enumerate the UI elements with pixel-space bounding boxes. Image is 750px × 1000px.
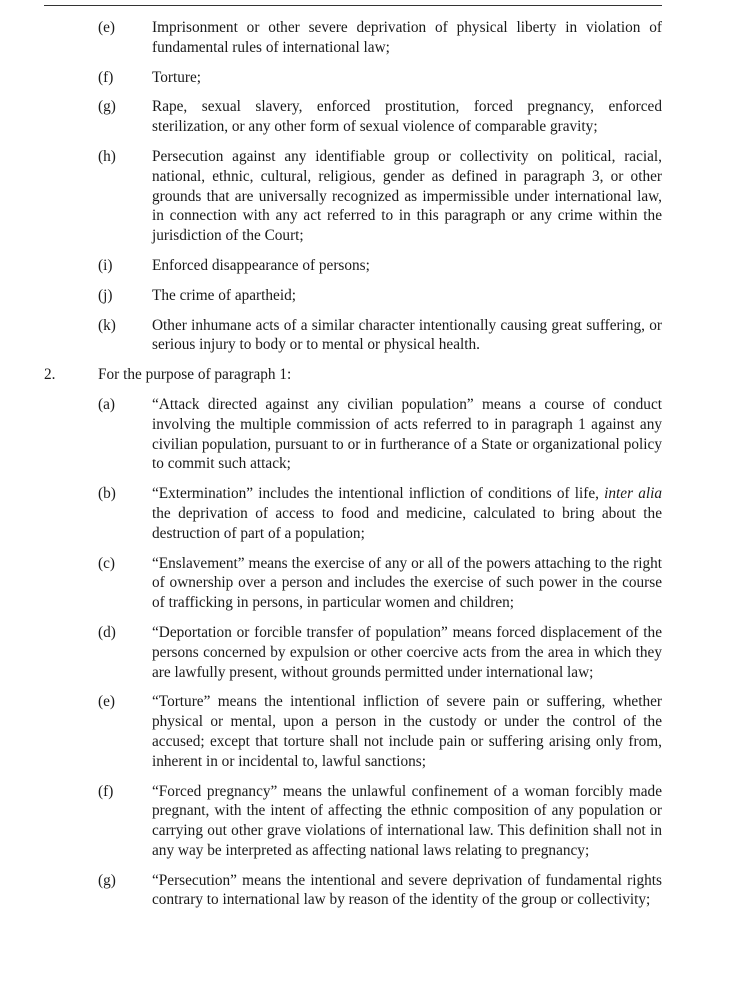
italic-term: inter alia xyxy=(604,485,662,503)
definition-item xyxy=(98,484,662,543)
item-label: (e) xyxy=(98,693,115,711)
item-label: (c) xyxy=(98,554,115,572)
item-text: “Attack directed against any civilian population” means a course of conduct involving the multiple commission of acts referred to in paragraph 1 against any civilian population, pursuant to or in furtherance of a State or organizational policy to commit such attack; xyxy=(152,395,662,473)
definition-item xyxy=(98,395,662,474)
paragraph-text: For the purpose of paragraph 1: xyxy=(98,366,292,384)
list-item xyxy=(98,316,662,356)
item-label: (h) xyxy=(98,147,116,165)
item-label: (f) xyxy=(98,782,114,800)
item-text: “Torture” means the intentional infliction of severe pain or suffering, whether physical or mental, upon a person in the custody or under the control of the accused; except that torture shall not include pain or suffering arising only from, inherent in or incidental to, lawful sanctions; xyxy=(152,693,662,770)
item-label: (g) xyxy=(98,98,116,116)
list-item xyxy=(98,68,662,88)
top-rule xyxy=(44,5,662,6)
item-text: The crime of apartheid; xyxy=(152,286,296,304)
item-text xyxy=(152,484,662,543)
definition-item xyxy=(98,623,662,682)
item-text: Imprisonment or other severe deprivation of physical liberty in violation of fundamental rules of international law; xyxy=(152,19,662,56)
definition-item xyxy=(98,692,662,771)
item-label: (k) xyxy=(98,316,116,334)
item-text: Torture; xyxy=(152,68,202,86)
definition-item xyxy=(98,871,662,911)
item-text: “Enslavement” means the exercise of any or all of the powers attaching to the right of ownership over a person and includes the exercise of such power in the course of trafficking in persons, in particular women and children; xyxy=(152,554,662,612)
list-item xyxy=(98,18,662,58)
item-label: (a) xyxy=(98,395,115,413)
item-label: (g) xyxy=(98,871,116,889)
list-item xyxy=(98,97,662,137)
item-text: Rape, sexual slavery, enforced prostitution, forced pregnancy, enforced sterilization, or any other form of sexual violence of comparable gravity; xyxy=(152,98,662,136)
document-page xyxy=(0,18,750,910)
item-label: (e) xyxy=(98,19,115,36)
definition-item xyxy=(98,554,662,613)
item-label: (d) xyxy=(98,623,116,641)
definition-item xyxy=(98,782,662,861)
paragraph-number: 2. xyxy=(44,366,56,384)
item-text: “Persecution” means the intentional and severe deprivation of fundamental rights contrary to international law by reason of the identity of the group or collectivity; xyxy=(152,871,662,909)
item-text: Enforced disappearance of persons; xyxy=(152,256,370,274)
item-label: (i) xyxy=(98,256,113,274)
list-item xyxy=(98,286,662,306)
item-text: Persecution against any identifiable group or collectivity on political, racial, national, ethnic, cultural, religious, gender as defined in paragraph 3, or other grounds that are universally recognized as impermissible under international law, in connection with any act referred to in this paragraph or any crime within the jurisdiction of the Court; xyxy=(152,147,662,245)
item-label: (j) xyxy=(98,286,113,304)
paragraph-2 xyxy=(44,365,662,385)
item-label: (f) xyxy=(98,68,114,86)
item-label: (b) xyxy=(98,485,116,503)
item-text: Other inhumane acts of a similar character intentionally causing great suffering, or serious injury to body or to mental or physical health. xyxy=(152,316,662,354)
item-text-part: “Extermination” includes the intentional infliction of conditions of life, xyxy=(152,485,605,503)
item-text: “Deportation or forcible transfer of population” means forced displacement of the persons concerned by expulsion or other coercive acts from the area in which they are lawfully present, without grounds permitted under international law; xyxy=(152,623,662,681)
list-item xyxy=(98,256,662,276)
item-text-part: the deprivation of access to food and medicine, calculated to bring about the destruction of part of a population; xyxy=(152,504,662,542)
item-text: “Forced pregnancy” means the unlawful confinement of a woman forcibly made pregnant, with the intent of affecting the ethnic composition of any population or carrying out other grave violations of international law. This definition shall not in any way be interpreted as affecting national laws relating to pregnancy; xyxy=(152,782,662,859)
list-item xyxy=(98,147,662,246)
